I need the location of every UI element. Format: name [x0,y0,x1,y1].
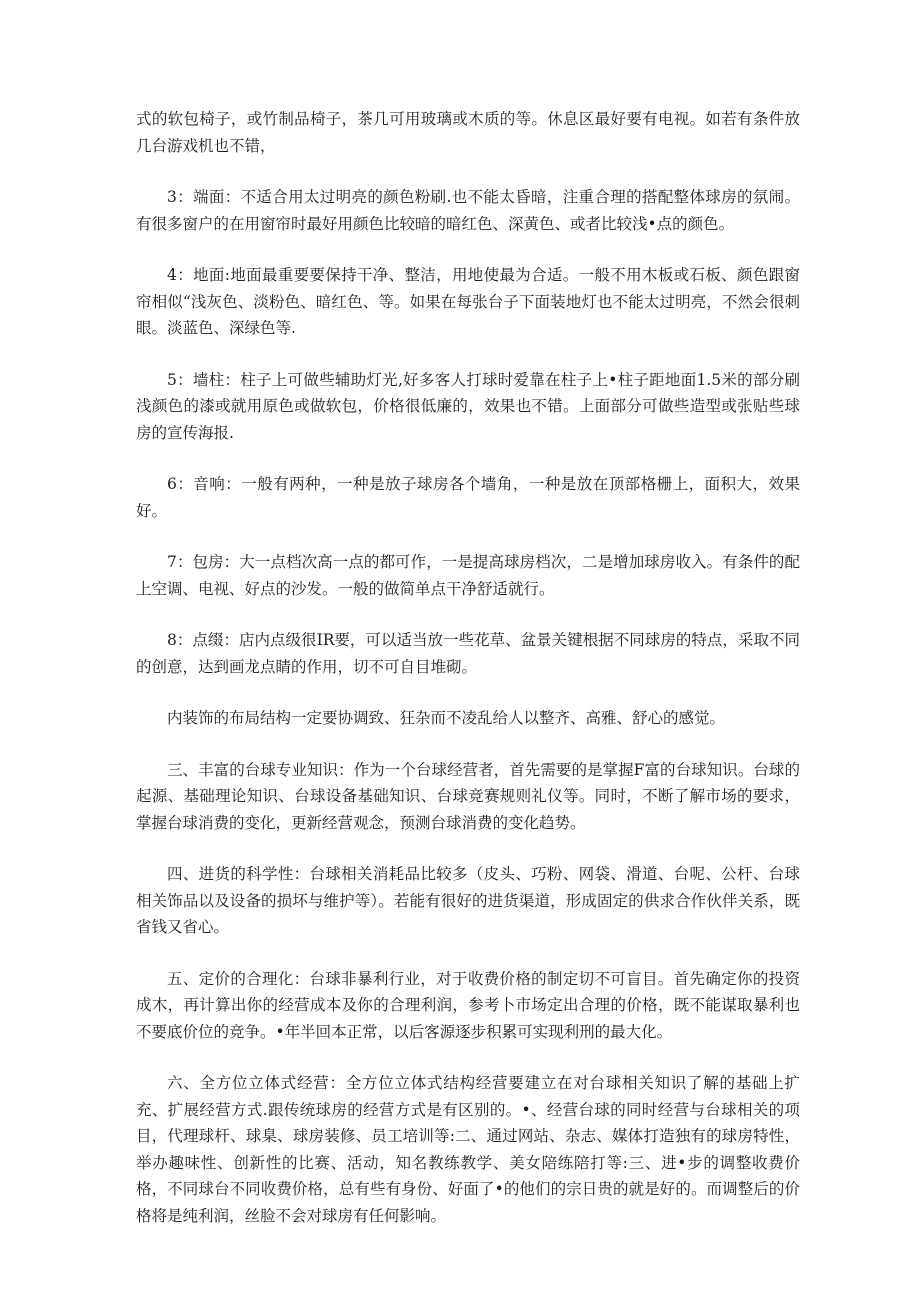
paragraph-layout-summary: 内装饰的布局结构一定要协调致、狂杂而不凌乱给人以整齐、高雅、舒心的感觉。 [167,709,726,727]
paragraph-6-audio: 6：音响：一般有两种，一种是放子球房各个墙角，一种是放在顶部格栅上，面积大，效果好。 [136,475,800,520]
paragraph-section-3-knowledge: 三、丰富的台球专业知识：作为一个台球经营者，首先需要的是掌握F富的台球知识。台球的起源、基础理论知识、台球设备基础知识、台球竞赛规则礼仪等。同时，不断了解市场的要求，掌握台球消费的变化，更新经营观念，预测台球消费的变化趋势。 [136,760,800,832]
paragraph-section-4-purchasing: 四、进货的科学性：台球相关消耗品比较多（皮头、巧粉、网袋、滑道、台呢、公杆、台球相关饰品以及设备的损坏与维护等）。若能有很好的进货渠道，形成固定的供求合作伙伴关系，既省钱又省心。 [136,865,800,936]
paragraph-4-floor: 4：地面:地面最重要要保持干净、整洁，用地使最为合适。一般不用木板或石板、颜色跟窗帘相似“浅灰色、淡粉色、暗红色、等。如果在每张台子下面装地灯也不能太过明亮，不然会很刺眼。淡蓝色、深绿色等. [136,266,800,337]
paragraph-5-pillars: 5：墙柱：柱子上可做些辅助灯光,好多客人打球时爱靠在柱子上•柱子距地面1.5米的部分刷浅颜色的漆或就用原色或做软包，价格很低廉的，效果也不错。上面部分可做些造型或张贴些球房的宣传海报. [136,370,800,442]
paragraph-8-decoration: 8：点缀：店内点级很IR要，可以适当放一些花草、盆景关键根据不同球房的特点，采取不同的创意，达到画龙点睛的作用，切不可自目堆砌。 [136,631,800,676]
paragraph-section-6-operation: 六、全方位立体式经营：全方位立体式结构经营要建立在对台球相关知识了解的基础上扩充、扩展经营方式.跟传统球房的经营方式是有区别的。•、经营台球的同时经营与台球相关的项目，代理球杆、球臬、球房装修、员工培训等:二、通过网站、杂志、媒体打造独有的球房特性，举办趣味性、创新性的比赛、活动，知名教练教学、美女陪练陪打等:三、进•步的调整收费价格，不同球台不同收费价格，总有些有身份、好面了•的他们的宗日贵的就是好的。而调整后的价格将是纯利润，丝脸不会对球房有任何影响。 [136,1074,800,1225]
document-page [136,106,800,1254]
paragraph-section-5-pricing: 五、定价的合理化：台球非暴利行业，对于收费价格的制定切不可盲目。首先确定你的投资成木，再计算出你的经营成本及你的合理利润，参考卜市场定出合理的价格，既不能谋取暴利也不要底价位的竞争。•年半回本正常，以后客源逐步积累可实现利刑的最大化。 [136,969,800,1041]
paragraph-3-walls: 3：端面：不适合用太过明亮的颜色粉刷.也不能太昏暗，注重合理的搭配整体球房的氛闹。有很多窗户的在用窗帘时最好用颜色比较暗的暗红色、深黄色、或者比较浅•点的颜色。 [136,188,800,233]
paragraph-7-private-rooms: 7：包房：大一点档次高一点的都可作，一是提高球房档次，二是增加球房收入。有条件的配上空调、电视、好点的沙发。一般的做简单点干净舒适就行。 [136,553,800,598]
paragraph-rest-area-continued: 式的软包椅子，或竹制品椅子，茶几可用玻璃或木质的等。休息区最好要有电视。如若有条件放几台游戏机也不错， [136,110,800,155]
